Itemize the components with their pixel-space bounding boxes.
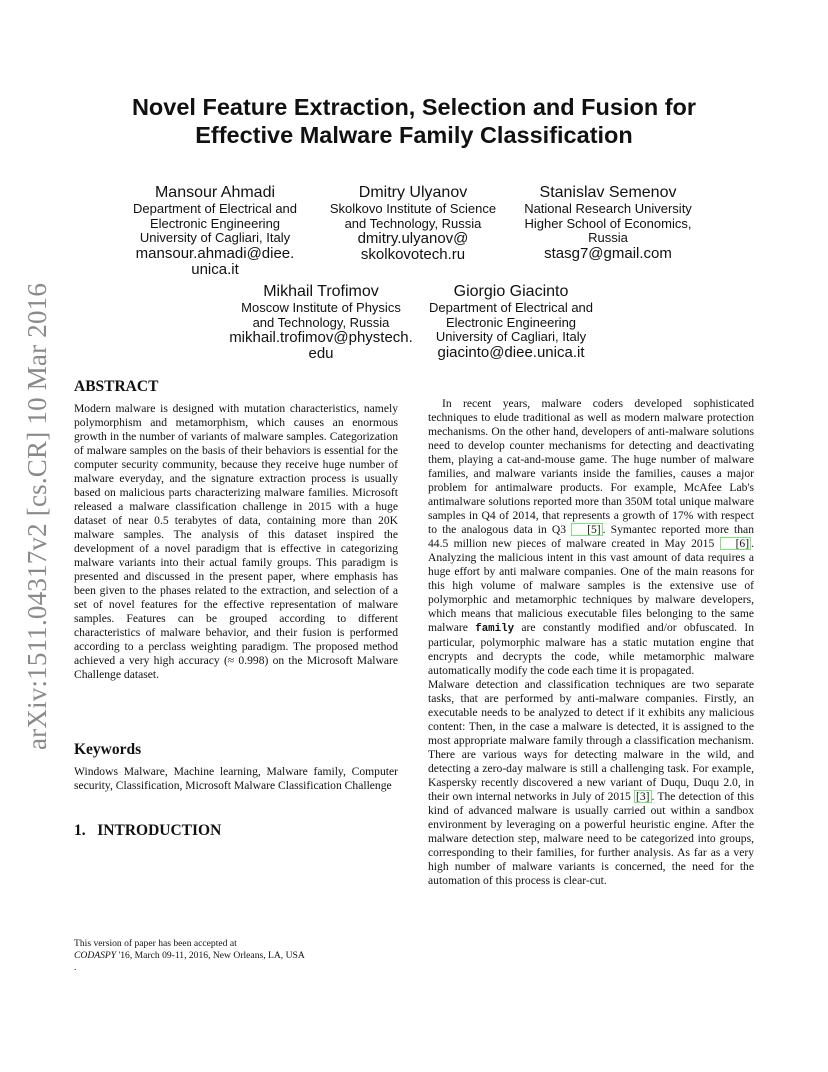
keywords-heading: Keywords (74, 741, 142, 758)
author-affiliation-line: Electronic Engineering (445, 314, 577, 330)
introduction-heading-block (74, 822, 398, 840)
author-affiliation-line: Higher School of Economics, (524, 215, 692, 231)
intro-paragraph-1 (428, 397, 754, 678)
author-block-ulyanov (318, 183, 508, 263)
author-email: mikhail.trofimov@phystech. (229, 329, 413, 346)
paper-title (60, 93, 768, 149)
author-block-ahmadi (120, 183, 310, 278)
author-affiliation-line: National Research University (524, 201, 692, 216)
author-affiliation-line: and Technology, Russia (252, 314, 390, 330)
introduction-heading: 1. INTRODUCTION (74, 822, 222, 839)
author-affiliation-line: University of Cagliari, Italy (435, 329, 587, 344)
author-name: Mansour Ahmadi (154, 184, 276, 201)
citation-link[interactable]: [6] (720, 537, 752, 550)
intro-text: Malware detection and classification techniques are two separate tasks, that are performed by anti-malware companies. Firstly, an executable needs to be analyzed to detect if it exhibits any malicious content: Then, in the case a malware is detected, it is assigned to the most appropriate malware family through a classification mechanism. There are various ways for detecting malware in the wild, and detecting a zero-day malware is still a challenging task. For example, Kaspersky recently discovered a new variant of Duqu, Duqu 2.0, in their own internal networks in July of 2015 (428, 678, 754, 803)
author-affiliation-line: Department of Electrical and (132, 201, 298, 216)
keywords-text: Windows Malware, Machine learning, Malware family, Computer security, Classification, Microsoft Malware Classification Challenge (74, 765, 398, 792)
footnote-venue-details: '16, March 09-11, 2016, New Orleans, LA, USA (116, 950, 305, 961)
author-email: unica.it (191, 260, 239, 278)
intro-text: . The detection of this kind of advanced malware is usually carried out within a sandbox environment by leveraging on a powerful heuristic engine. After the malware detection step, malware need to be categorized into groups, corresponding to their families, for further analysis. As far as a very high number of malware variants is concerned, the need for the automation of this process is clear-cut. (428, 790, 754, 887)
arxiv-identifier: arXiv:1511.04317v2 [cs.CR] 10 Mar 2016 (22, 282, 52, 750)
citation-link[interactable]: [3] (636, 790, 650, 803)
intro-text: . Analyzing the malicious intent in this vast amount of data requires a huge effort by anti malware companies. One of the main reasons for this high volume of malware samples is the extensive use of polymorphic and metamorphic techniques by malware developers, which means that malicious executable files belonging to the same malware (428, 537, 754, 634)
author-email: giacinto@diee.unica.it (437, 343, 585, 361)
abstract-heading: ABSTRACT (74, 378, 159, 395)
author-name: Giorgio Giacinto (453, 283, 569, 300)
author-affiliation-line: Electronic Engineering (149, 215, 281, 231)
title-line-1: Novel Feature Extraction, Selection and Fusion for (131, 94, 697, 120)
code-term: family (475, 623, 515, 635)
author-affiliation-line: and Technology, Russia (344, 215, 482, 231)
author-block-giacinto (416, 282, 606, 361)
author-email: mansour.ahmadi@diee. (135, 244, 295, 262)
author-affiliation-line: Russia (588, 230, 628, 245)
author-email: stasg7@gmail.com (544, 244, 672, 262)
intro-paragraph-2 (428, 678, 754, 888)
keywords-section (74, 741, 398, 793)
author-affiliation-line: Moscow Institute of Physics (241, 300, 401, 315)
title-line-2: Effective Malware Family Classification (195, 122, 633, 148)
footnote-line-1: This version of paper has been accepted at (74, 938, 237, 949)
author-name: Stanislav Semenov (539, 184, 677, 201)
footnote-line-2 (74, 950, 404, 962)
author-block-trofimov (214, 282, 428, 362)
intro-text: In recent years, malware coders developed sophisticated techniques to elude traditional as well as modern malware protection mechanisms. On the other hand, developers of anti-malware solutions need to develop counter mechanisms for detecting and deactivating them, playing a cat-and-mouse game. The huge number of malware families, and malware variants inside the families, causes a major problem for antimalware products. For example, McAfee Lab's antimalware solutions reported more than 350M total unique malware samples in Q4 of 2014, that represents a growth of 17% with respect to the analogous data in Q3 (428, 397, 754, 536)
intro-text: are constantly modified and/or obfuscated. In particular, polymorphic malware has a static mutation engine that encrypts and decrypts the code, while metamorphic malware automatically modify the code each time it is propagated. (428, 621, 754, 677)
author-block-semenov (513, 183, 703, 262)
citation-link[interactable]: [5] (571, 523, 603, 536)
author-email: skolkovotech.ru (360, 246, 466, 263)
abstract-text: Modern malware is designed with mutation characteristics, namely polymorphism and metamorphism, which causes an enormous growth in the number of variants of malware samples. Categorization of malware samples on the basis of their behaviors is essential for the computer security community, because they receive huge number of malware everyday, and the signature extraction process is usually based on malicious parts characterizing malware families. Microsoft released a malware classification challenge in 2015 with a huge dataset of near 0.5 terabytes of data, containing more than 20K malware samples. The analysis of this dataset inspired the development of a novel paradigm that is effective in categorizing malware variants into their actual family groups. This paradigm is presented and discussed in the present paper, where emphasis has been given to the phases related to the extraction, and selection of a set of novel features for the effective representation of malware samples. Features can be grouped according to different characteristics of malware behavior, and their fusion is performed according to a perclass weighting paradigm. The proposed method achieved a very high accuracy (≈ 0.998) on the Microsoft Malware Challenge dataset. (74, 402, 398, 681)
abstract-section (74, 378, 398, 682)
author-name: Mikhail Trofimov (263, 283, 379, 300)
author-affiliation-line: Skolkovo Institute of Science (329, 201, 497, 216)
footnote-venue: CODASPY (74, 950, 117, 961)
author-email: dmitry.ulyanov@ (357, 230, 469, 247)
footnote-dot: . (74, 962, 77, 973)
footnote (74, 938, 404, 974)
author-name: Dmitry Ulyanov (358, 184, 468, 201)
introduction-body (428, 397, 754, 888)
intro-text: . Symantec reported more than 44.5 million new pieces of malware created in May 2015 (428, 523, 754, 550)
author-affiliation-line: Department of Electrical and (428, 300, 594, 315)
author-affiliation-line: University of Cagliari, Italy (139, 230, 291, 245)
author-email: edu (308, 345, 334, 362)
